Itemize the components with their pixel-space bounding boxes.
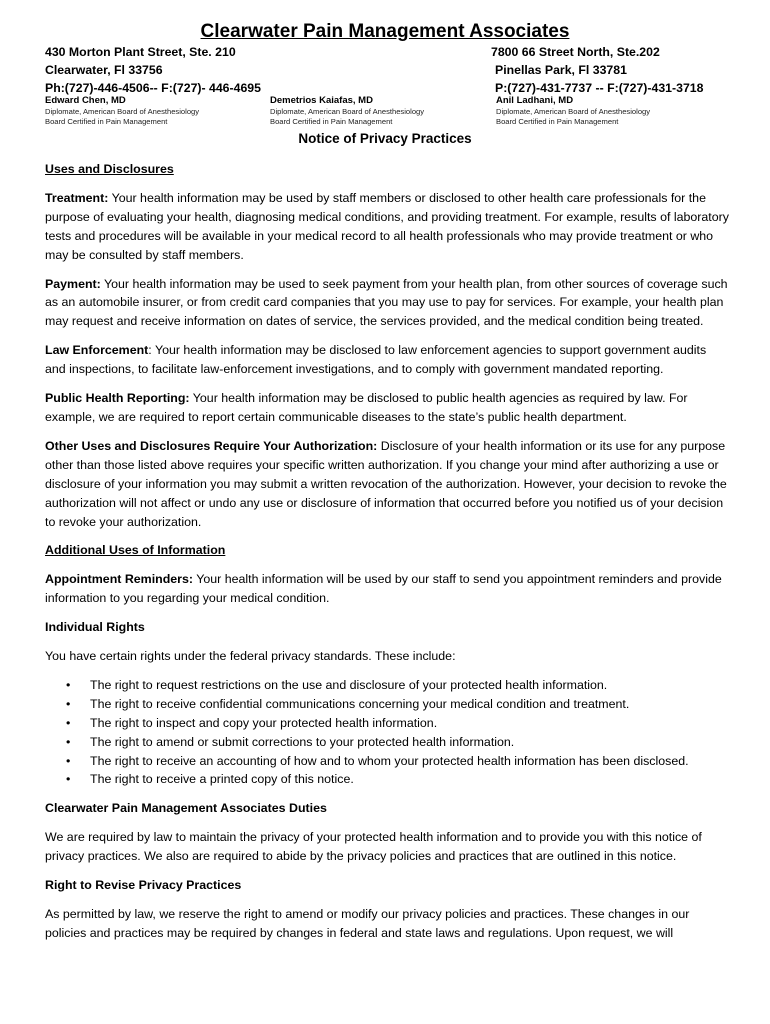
notice-title: Notice of Privacy Practices	[298, 131, 472, 146]
right-office-city: Pinellas Park, Fl 33781	[495, 63, 627, 77]
left-office-phone: Ph:(727)-446-4506-- F:(727)- 446-4695	[45, 81, 261, 95]
list-item: • The right to receive a printed copy of this notice.	[45, 770, 730, 789]
bullet-icon: •	[66, 753, 71, 768]
doctor-credential: Board Certified in Pain Management	[45, 117, 168, 126]
public-health-paragraph: Public Health Reporting: Your health information may be disclosed to public health agencies as required by law. For example, we are required to report certain communicable diseases to the state’s public health department.	[45, 391, 688, 424]
list-item: • The right to amend or submit corrections to your protected health information.	[45, 733, 730, 752]
treatment-paragraph: Treatment: Your health information may be used by staff members or disclosed to other health care professionals for the purpose of evaluating your health, diagnosing medical conditions, and providing treatment. For example, results of laboratory tests and procedures will be available in your medical record to all health professionals who may provide treatment or who may be consulted by staff members.	[45, 190, 729, 262]
left-office-address: 430 Morton Plant Street, Ste. 210	[45, 45, 236, 59]
bullet-icon: •	[66, 677, 71, 692]
rights-list	[45, 676, 730, 789]
revise-heading: Right to Revise Privacy Practices	[45, 878, 242, 893]
rights-intro: You have certain rights under the federal privacy standards. These include:	[45, 649, 456, 664]
doctor-name: Edward Chen, MD	[45, 95, 126, 106]
rights-heading: Individual Rights	[45, 620, 145, 635]
list-item: • The right to receive an accounting of how and to whom your protected health information has been disclosed.	[45, 752, 730, 771]
doctor-card	[496, 95, 650, 127]
duties-paragraph: We are required by law to maintain the privacy of your protected health information and to provide you with this notice of privacy practices. We also are required to abide by the privacy policies and practices that are outlined in this notice.	[45, 830, 702, 864]
duties-heading: Clearwater Pain Management Associates Duties	[45, 801, 327, 816]
left-office-city: Clearwater, Fl 33756	[45, 63, 163, 77]
doctor-card	[270, 95, 424, 127]
practice-title: Clearwater Pain Management Associates	[200, 21, 570, 42]
section-heading: Uses and Disclosures	[45, 162, 174, 176]
right-office-address: 7800 66 Street North, Ste.202	[491, 45, 660, 59]
doctor-credential: Diplomate, American Board of Anesthesiology	[496, 107, 651, 116]
doctor-name: Anil Ladhani, MD	[496, 95, 574, 106]
section-heading: Additional Uses of Information	[45, 543, 226, 558]
list-item: • The right to request restrictions on the use and disclosure of your protected health information.	[45, 676, 730, 695]
law-enforcement-paragraph: Law Enforcement: Your health information may be disclosed to law enforcement agencies to support government audits and inspections, to facilitate law-enforcement investigations, and to comply with government mandated reporting.	[45, 343, 707, 377]
doctor-card	[45, 95, 199, 127]
list-item: • The right to receive confidential communications concerning your medical condition and treatment.	[45, 695, 730, 714]
list-item: • The right to inspect and copy your protected health information.	[45, 714, 730, 733]
bullet-icon: •	[66, 734, 71, 749]
doctor-credential: Diplomate, American Board of Anesthesiology	[270, 107, 425, 116]
document-body	[45, 160, 730, 953]
doctor-name: Demetrios Kaiafas, MD	[270, 95, 373, 106]
bullet-icon: •	[66, 696, 71, 711]
bullet-icon: •	[66, 772, 71, 787]
doctor-credential: Diplomate, American Board of Anesthesiology	[45, 107, 200, 116]
right-office-phone: P:(727)-431-7737 -- F:(727)-431-3718	[495, 81, 704, 95]
payment-paragraph: Payment: Your health information may be used to seek payment from your health plan, from other sources of coverage such as an automobile insurer, or from credit card companies that you may use to pay for services. For example, your health plan may request and receive information on dates of service, the services provided, and the medical condition being treated.	[45, 276, 728, 329]
other-uses-paragraph: Other Uses and Disclosures Require Your Authorization: Disclosure of your health information or its use for any purpose other than those listed above requires your specific written authorization. If you change your mind after authorizing a use or disclosure of your information you may submit a written revocation of the authorization. However, your decision to revoke the authorization will not affect or undo any use or disclosure of information that occurred before you notified us of your decision to revoke your authorization.	[45, 438, 727, 529]
doctor-credential: Board Certified in Pain Management	[270, 117, 393, 126]
revise-paragraph: As permitted by law, we reserve the right to amend or modify our privacy policies and practices. These changes in our policies and practices may be required by changes in federal and state laws and regulations. Upon request, we will	[45, 907, 690, 940]
appointment-paragraph: Appointment Reminders: Your health information will be used by our staff to send you appointment reminders and provide information to you regarding your medical condition.	[45, 572, 722, 606]
doctor-credential: Board Certified in Pain Management	[496, 117, 619, 126]
bullet-icon: •	[66, 715, 71, 730]
